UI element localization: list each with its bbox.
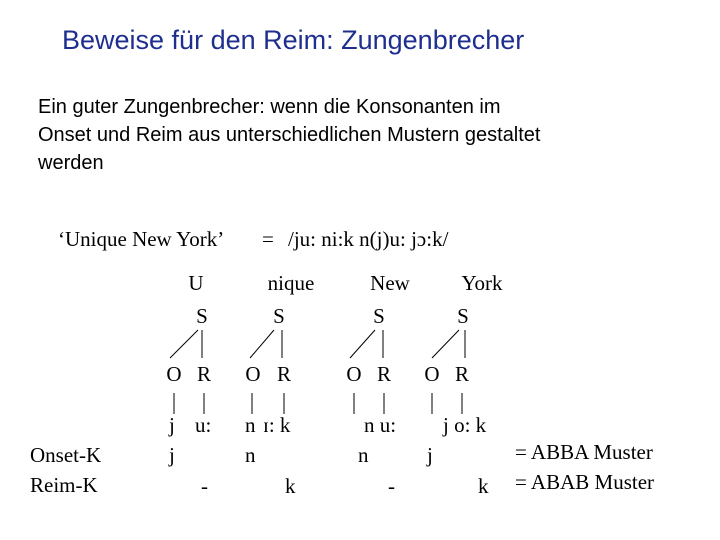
onset-node-3: O: [346, 362, 362, 386]
rhyme-consonant-2: k: [285, 474, 296, 498]
onset-node-4: O: [424, 362, 440, 386]
syllable-node-2: S: [273, 304, 285, 328]
onset-node-2: O: [245, 362, 261, 386]
segment-w4: j o: k: [443, 413, 487, 437]
slide-title: Beweise für den Reim: Zungenbrecher: [62, 25, 525, 55]
segment-w2-onset: n: [245, 413, 256, 437]
onset-consonant-2: n: [245, 443, 256, 467]
rhyme-consonant-4: k: [478, 474, 489, 498]
onset-pattern: = ABBA Muster: [515, 440, 653, 464]
example-phrase: ‘Unique New York’: [58, 227, 225, 251]
word-york: York: [461, 271, 503, 295]
syllable-node-1: S: [196, 304, 208, 328]
word-u: U: [188, 271, 204, 295]
onset-consonant-3: n: [358, 443, 369, 467]
segment-w1-onset: j: [169, 413, 175, 437]
rhyme-node-3: R: [376, 362, 392, 386]
rhyme-pattern: = ABAB Muster: [515, 470, 655, 494]
segment-w1-rhyme: u:: [195, 413, 212, 437]
rhyme-row-label: Reim-K: [30, 473, 98, 497]
segment-w3-rhyme: n u:: [364, 413, 397, 437]
onset-consonant-1: j: [169, 443, 175, 467]
rhyme-consonant-3: -: [388, 474, 395, 498]
segment-w2-rhyme: ɪ: k: [263, 413, 291, 437]
onset-node-1: O: [166, 362, 182, 386]
onset-consonant-4: j: [427, 443, 433, 467]
intro-line-1: Ein guter Zungenbrecher: wenn die Konsonanten im: [38, 96, 501, 118]
syllable-node-3: S: [373, 304, 385, 328]
word-new: New: [370, 271, 410, 295]
intro-line-3: werden: [38, 152, 104, 174]
rhyme-node-2: R: [276, 362, 292, 386]
example-transcription: /ju: ni:k n(j)u: jɔ:k/: [288, 227, 449, 251]
example-equals: =: [262, 227, 274, 251]
syllable-node-4: S: [457, 304, 469, 328]
intro-line-2: Onset und Reim aus unterschiedlichen Mustern gestaltet: [38, 124, 541, 146]
onset-row-label: Onset-K: [30, 443, 102, 467]
word-nique: nique: [267, 271, 315, 295]
rhyme-node-4: R: [454, 362, 470, 386]
rhyme-node-1: R: [196, 362, 212, 386]
rhyme-consonant-1: -: [201, 474, 208, 498]
